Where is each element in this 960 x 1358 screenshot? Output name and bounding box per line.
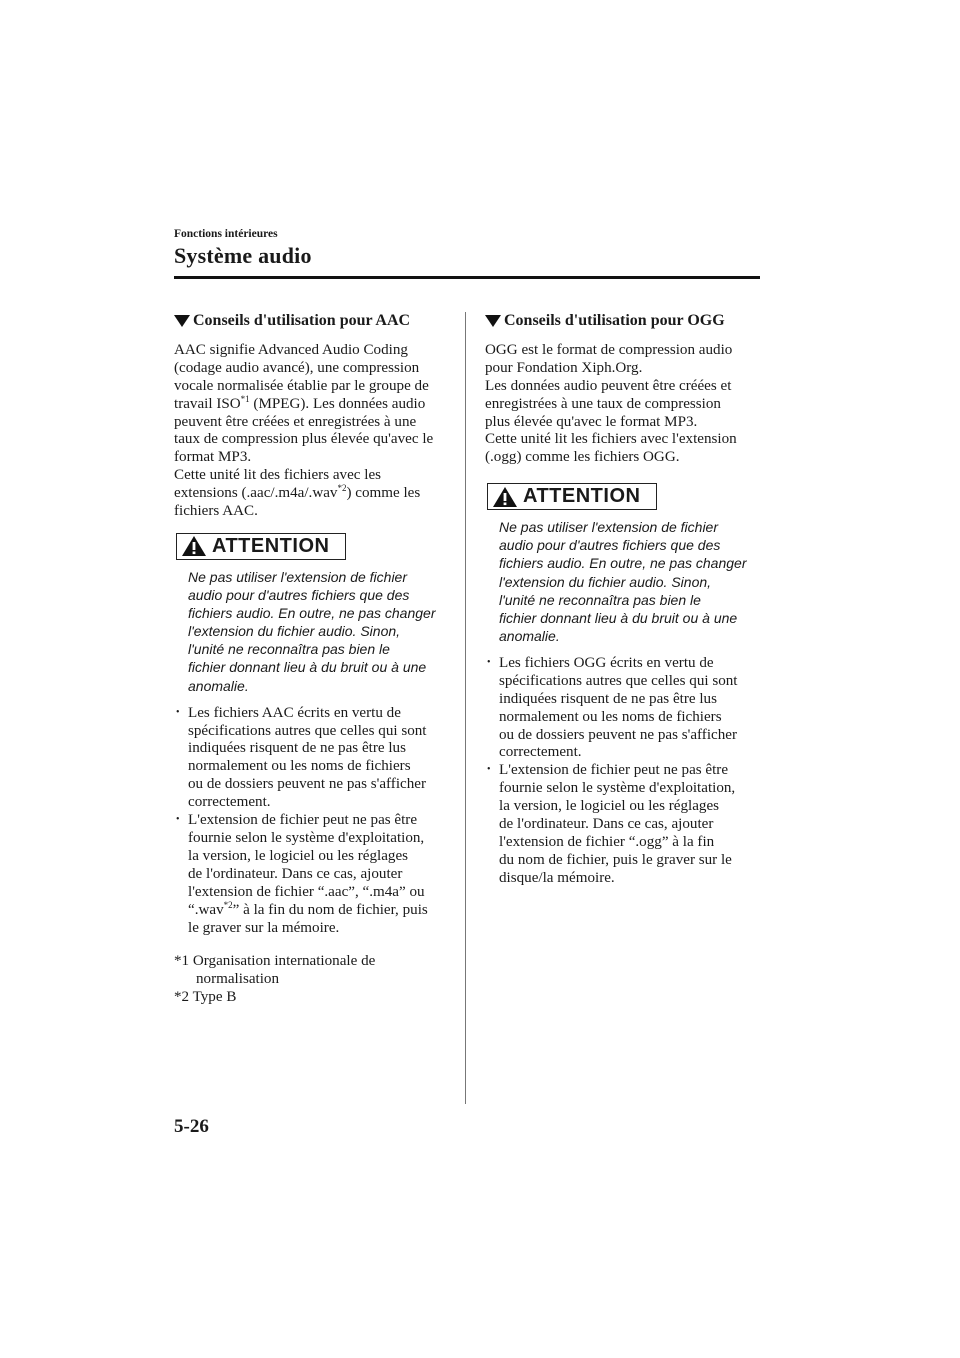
aac-heading-text: Conseils d'utilisation pour AAC bbox=[193, 312, 411, 329]
down-triangle-icon bbox=[485, 315, 501, 327]
attention-text: Ne pas utiliser l'extension de fichier audio pour d'autres fichiers que des fichiers audio. En outre, ne pas changer l'extension du fichier audio. Sinon, l'unité ne reconnaîtra pas bien le fichier donnant lieu à du bruit ou à une anomalie. bbox=[499, 519, 747, 644]
footnote-ref-2: *2 bbox=[337, 483, 347, 494]
title-rule bbox=[174, 276, 760, 279]
aac-intro-part2: (MPEG). Les données audio peuvent être créées et enregistrées à une taux de compression plus élevée qu'avec le format MP3. Cette unité lit des fichiers avec les extensions (.aac/.m4a/.wav bbox=[174, 395, 434, 502]
page-title: Système audio bbox=[174, 243, 312, 268]
ogg-bullet-list bbox=[485, 655, 767, 888]
footnote-1-continued: normalisation bbox=[196, 971, 280, 988]
down-triangle-icon bbox=[174, 315, 190, 327]
section-label: Fonctions intérieures bbox=[174, 228, 278, 240]
footnote-ref-1: *1 bbox=[240, 393, 250, 404]
attention-label: ATTENTION bbox=[212, 534, 330, 557]
attention-text: Ne pas utiliser l'extension de fichier audio pour d'autres fichiers que des fichiers audio. En outre, ne pas changer l'extension du fichier audio. Sinon, l'unité ne reconnaîtra pas bien le fichier donnant lieu à du bruit ou à une anomalie. bbox=[188, 568, 436, 694]
aac-intro bbox=[174, 342, 456, 521]
aac-bullet-list bbox=[174, 705, 456, 938]
bullet2-part2: ” à la fin du nom de fichier, puis le graver sur la mémoire. bbox=[188, 901, 428, 936]
ogg-intro: OGG est le format de compression audio pour Fondation Xiph.Org. Les données audio peuvent être créées et enregistrées à une taux de compression plus élevée qu'avec le format MP3. Cette unité lit les fichiers avec l'extension (.ogg) comme les fichiers OGG. bbox=[485, 341, 737, 466]
attention-label: ATTENTION bbox=[523, 484, 641, 507]
footnote-2: *2 Type B bbox=[174, 989, 237, 1006]
right-column bbox=[485, 312, 767, 888]
left-column bbox=[174, 312, 456, 1007]
ogg-heading bbox=[485, 312, 767, 330]
aac-heading bbox=[174, 312, 456, 330]
warning-triangle-icon bbox=[181, 535, 207, 557]
warning-triangle-icon bbox=[492, 486, 518, 508]
column-divider bbox=[465, 312, 466, 1104]
footnotes bbox=[174, 953, 456, 1007]
aac-intro-part1: AAC signifie Advanced Audio Coding (codage audio avancé), une compression vocale normalisée établie par le groupe de travail ISO bbox=[174, 341, 429, 412]
attention-box bbox=[176, 533, 346, 560]
aac-intro-part3: ) comme les fichiers AAC. bbox=[174, 485, 421, 520]
list-item: • Les fichiers OGG écrits en vertu de spécifications autres que celles qui sont indiquées risquent de ne pas être lus normalement ou les noms de fichiers ou de dossiers peuvent ne pas s'afficher correctement. bbox=[485, 655, 767, 762]
footnote-1: *1 Organisation internationale de bbox=[174, 953, 376, 970]
footnote-ref-2: *2 bbox=[223, 899, 233, 910]
page-number: 5-26 bbox=[174, 1116, 209, 1137]
list-item bbox=[174, 812, 456, 937]
list-item: • L'extension de fichier peut ne pas être fournie selon le système d'exploitation, la version, le logiciel ou les réglages de l'ordinateur. Dans ce cas, ajouter l'extension de fichier “.ogg” à la fin du nom de fichier, puis le graver sur le disque/la mémoire. bbox=[485, 762, 767, 887]
ogg-heading-text: Conseils d'utilisation pour OGG bbox=[504, 312, 725, 329]
bullet2-part1: L'extension de fichier peut ne pas être fournie selon le système d'exploitation, la version, le logiciel ou les réglages de l'ordinateur. Dans ce cas, ajouter l'extension de fichier “.aac”, “.m4a” ou “.wav bbox=[188, 812, 425, 918]
list-item: • Les fichiers AAC écrits en vertu de spécifications autres que celles qui sont indiquées risquent de ne pas être lus normalement ou les noms de fichiers ou de dossiers peuvent ne pas s'afficher correctement. bbox=[174, 705, 456, 812]
attention-box bbox=[487, 483, 657, 510]
